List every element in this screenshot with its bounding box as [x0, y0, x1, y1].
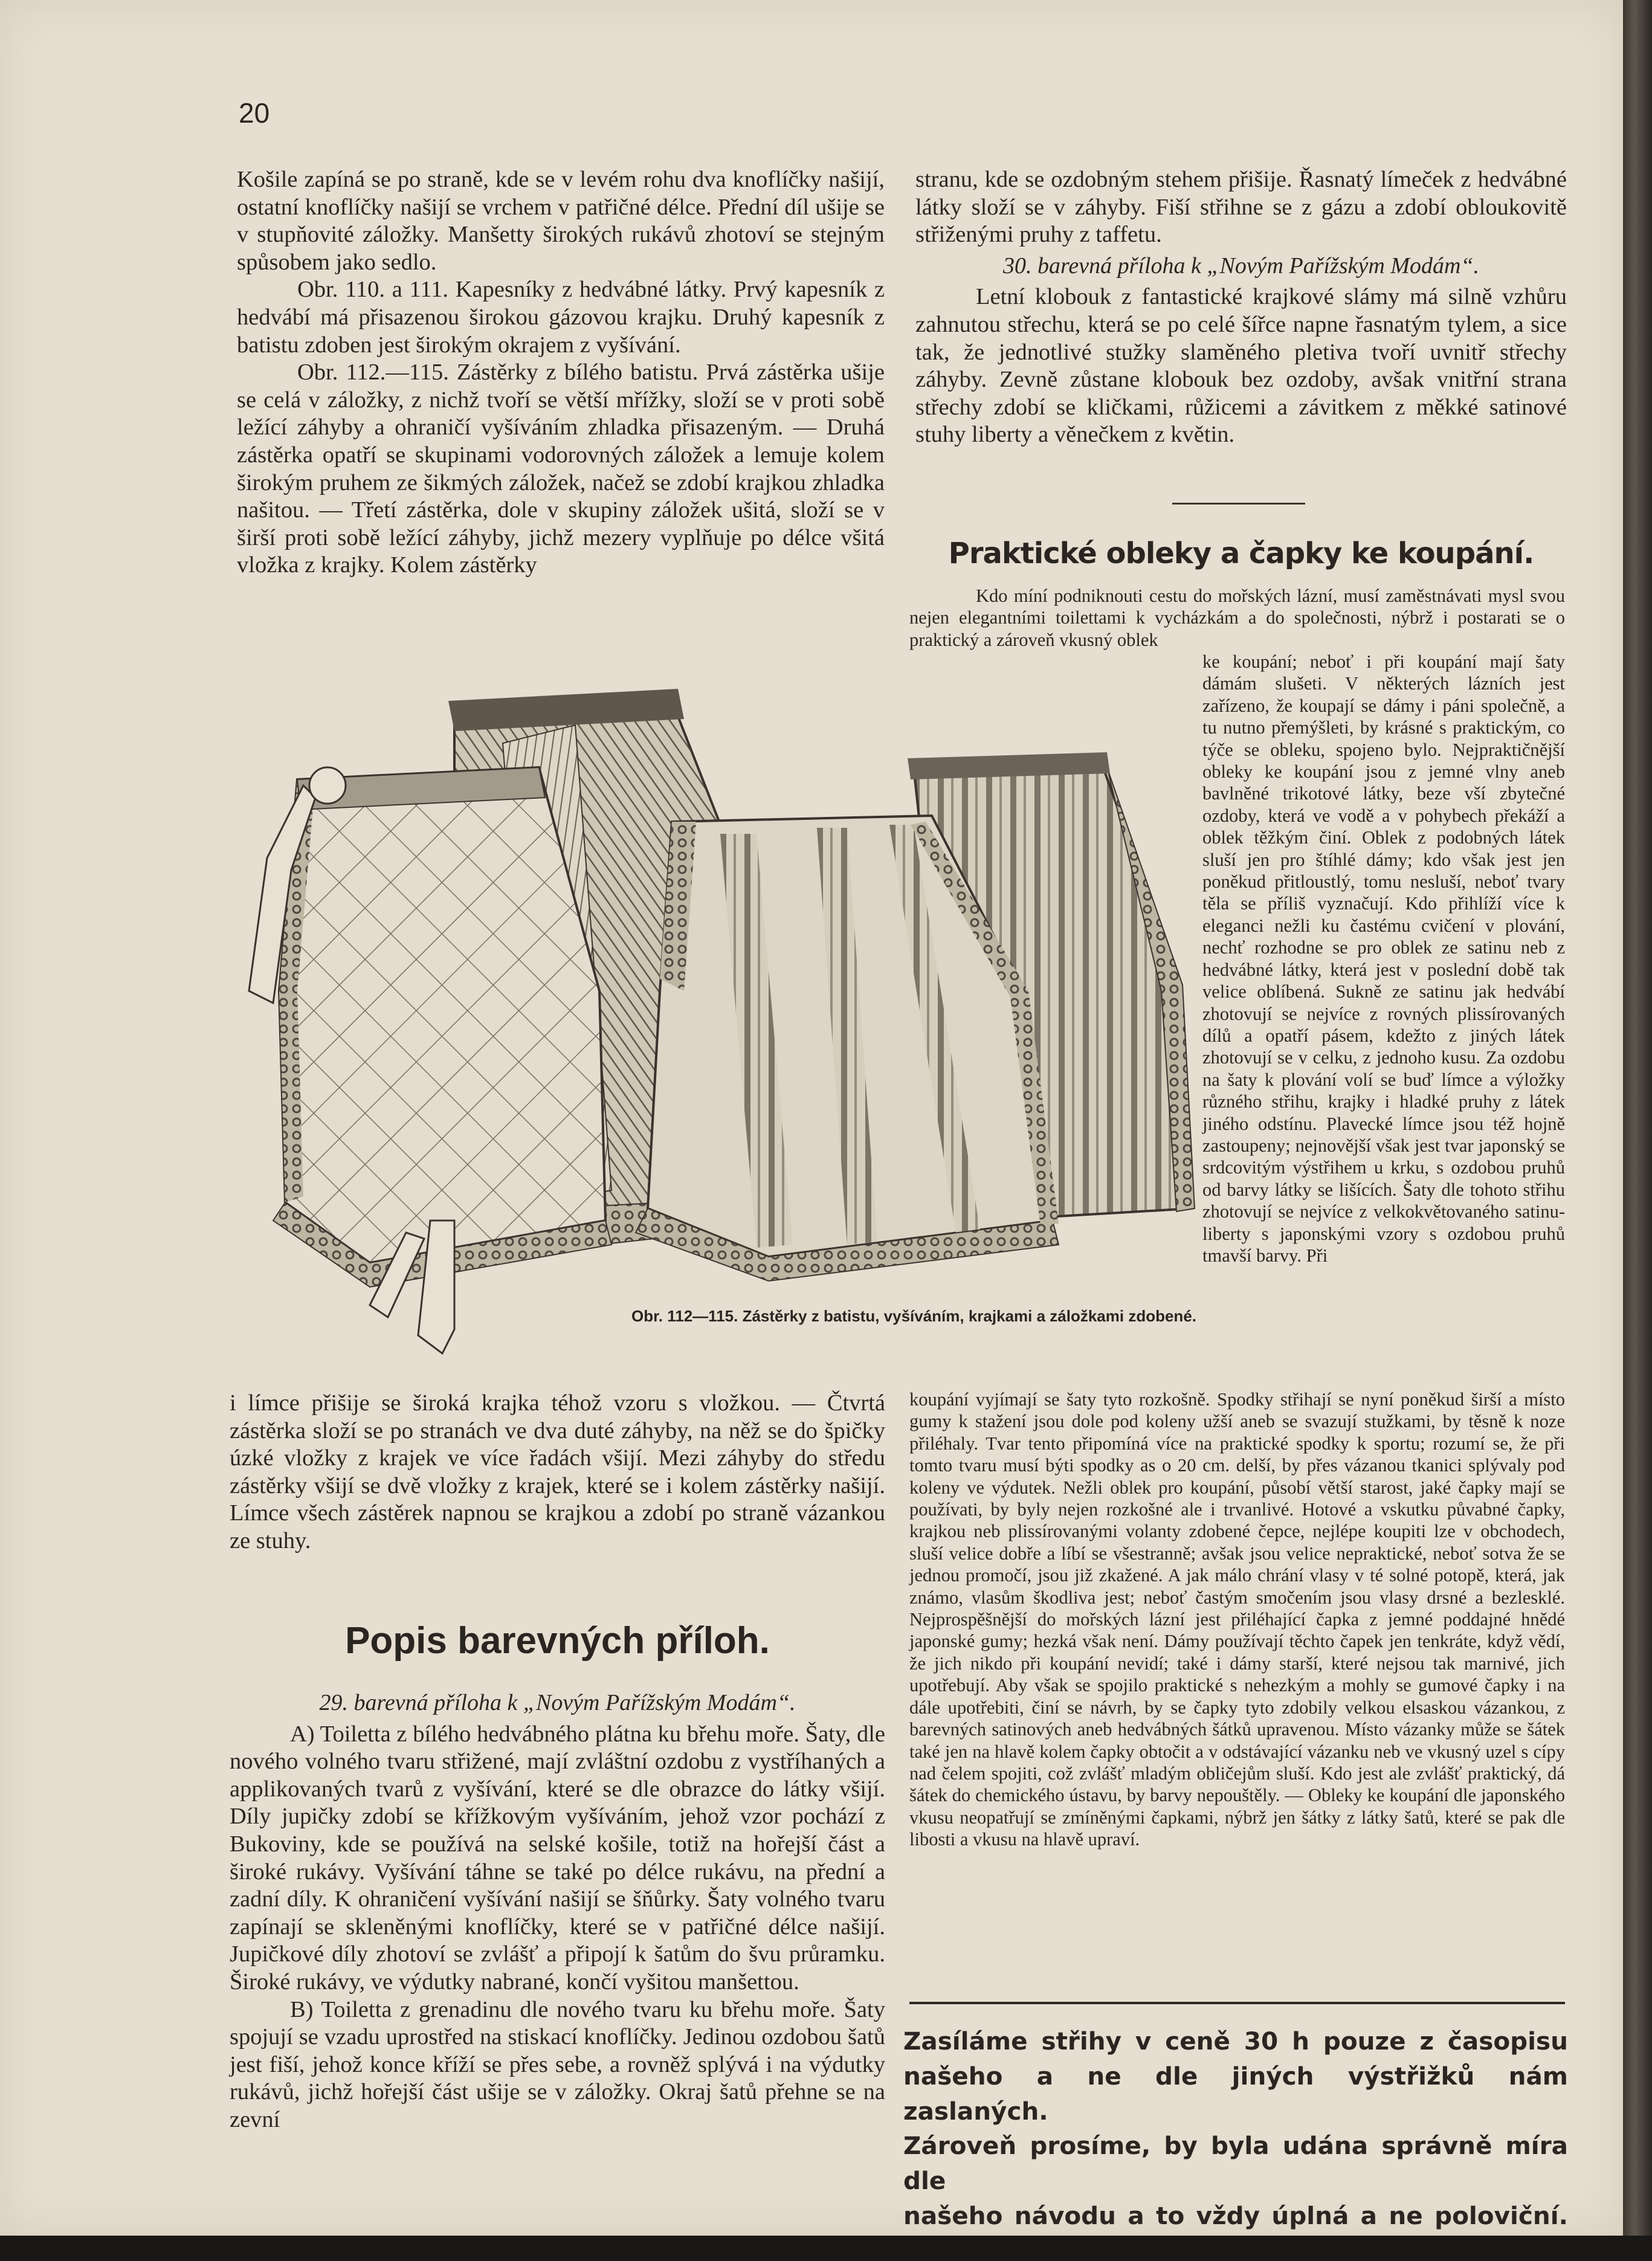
notice-divider	[909, 2002, 1565, 2004]
figure-caption: Obr. 112—115. Zástěrky z batistu, vyšíváním, krajkami a záložkami zdobené.	[631, 1307, 1196, 1325]
aprons-illustration	[237, 677, 1198, 1360]
paragraph-aprons-end: i límce přišije se široká krajka téhož vzoru s vložkou. — Čtvrtá zástěrka složí se po stranách ve dva duté záhyby, na něž se do špičky úzké vložky z krajek ve více řadách všijí. Mezi záhyby do středu zástěrky všijí se dvě vložky z krajek, které se i kolem zástěrky našijí. Límce všech zástěrek napnou se krajkou a zdobí po straně vázankou ze stuhy.	[230, 1390, 885, 1553]
paragraph-handkerchiefs: Obr. 110. a 111. Kapesníky z hedvábné látky. Prvý kapesník z hedvábí má přisazenou širokou gázovou krajku. Druhý kapesník z batistu zdoben jest širokým okrajem z vyšívání.	[237, 277, 885, 358]
plates-heading: Popis barevných příloh.	[345, 1620, 770, 1662]
bathing-intro	[909, 585, 1565, 651]
left-column-top	[237, 166, 885, 579]
plate-29-caption: 29. barevná příloha k „Novým Pařížským Modám“.	[319, 1690, 796, 1715]
paragraph-shirt: Košile zapíná se po straně, kde se v levém rohu dva knoflíčky našijí, ostatní knoflíčky našijí se vrchem v patřičné délce. Přední díl ušije se v stupňovité záložky. Manšetty širokých rukávů zhotoví se stejným spůsobem jako sedlo.	[237, 167, 885, 275]
bathing-full-width	[909, 1389, 1565, 1851]
page-number: 20	[239, 97, 270, 129]
notice-line-2: našeho a ne dle jiných výstřižků nám zaslaných.	[903, 2061, 1568, 2126]
right-column-top	[915, 166, 1567, 449]
paragraph-aprons: Obr. 112.—115. Zástěrky z bílého batistu. Prvá zástěrka ušije se celá v záložky, z nichž tvoří se větší mřížky, složí se v proti sobě ležící záhyby a ohraničí vyšíváním zhladka přisazeným. — Druhá zástěrka opatří se skupinami vodorovných záložek a lemuje kolem širokým pruhem ze šikmých záložek, načež se zdobí krajkou zhladka našitou. — Třetí zástěrka, dole v skupiny záložek ušitá, složí se v širší proti sobě ležící záhyby, jichž mezery vyplňuje po délce všitá vložka z krajky. Kolem zástěrky	[237, 360, 885, 578]
left-column-continuation	[230, 1390, 885, 1555]
book-spine-edge	[1623, 0, 1652, 2261]
bathing-heading: Praktické obleky a čapky ke koupání.	[948, 537, 1534, 570]
left-column-bottom	[230, 1686, 885, 2134]
paragraph-toilette-b: B) Toiletta z grenadinu dle nového tvaru ku břehu moře. Šaty spojují se vzadu uprostřed na stiskací knoflíčky. Jedinou ozdobou šatů jest fiší, jehož konce kříží se přes sebe, a rovněž splývá i na výdutky rukávů, jichž hořejší část ušije se v záložky. Okraj šatů přehne se na zevní	[230, 1996, 885, 2132]
bathing-intro-text: Kdo míní podniknouti cestu do mořských lázní, musí zaměstnávati mysl svou nejen elegantními toilettami k vycházkám a do společnosti, nýbrž i postarati se o praktický a zároveň vkusný oblek	[909, 585, 1565, 650]
section-divider	[1172, 503, 1305, 505]
patterns-notice	[903, 2024, 1568, 2234]
notice-line-4: našeho návodu a to vždy úplná a ne poloviční.	[903, 2201, 1568, 2230]
bathing-bottom-text: koupání vyjímají se šaty tyto rozkošně. Spodky střihají se nyní poněkud širší a místo gumy k stažení jsou dole pod koleny užší aneb se svazují stužkami, by těsně k noze přiléhaly. Tvar tento připomíná více na praktické spodky k sportu; rozumí se, že při tomto tvaru musí býti spodky as o 20 cm. delší, by přes vázanou tkanici splývaly pod koleny ve výdutek. Nežli oblek pro koupání, působí větší starost, jaké čapky mají se používati, by byly nejen rozkošné ale i trvanlivé. Hotové a vskutku půvabné čapky, krajkou neb plissírovanými volanty zdobené čepce, nejlépe koupiti lze v obchodech, sluší velice dobře a líbí se všestranně; avšak jsou velice nepraktické, neboť sotva že se jednou promočí, jsou již zkažené. A jak málo chrání vlasy v té solné potopě, která, jak známo, vlasům škodliva jest; neboť častým smočením jsou vlasy drsné a bezlesklé. Nejprospěšnější do mořských lázní jest přiléhající čapka z jemné poddajné hnědé japonské gumy; hezká však není. Dámy používají těchto čapek jen tenkráte, když vědí, že jich nikdo při koupání nevidí; také i dámy starší, které nejsou tak marnivé, jich upotřebují. Aby však se spojilo praktické s nehezkým a mohly se gumové čapky i na dále upotřebiti, činí se návrh, by se čapky tyto zdobily velkou elsaskou vázankou, z barevných satinových aneb hedvábných šátků upravenou. Místo vázanky může se šátek také jen na hlavě kolem čapky obtočit a v odstávající vázanku neb ve vkusný uzel s cípy nad čelem spojiti, což zvlášť mladým obličejům sluší. Kdo jest ale zvlášť praktický, dá šátek do chemického ústavu, by barvy nepouštěly. — Obleky ke koupání dle japonského vkusu neopatřují se zmíněnými čapkami, nýbrž jen šátky z látky šatů, které se pak dle libosti a vkusu na hlavě upraví.	[909, 1389, 1565, 1850]
notice-line-1: Zasíláme střihy v ceně 30 h pouze z časopisu	[903, 2027, 1568, 2056]
plate-30-caption: 30. barevná příloha k „Novým Pařížským Modám“.	[1002, 253, 1480, 279]
paragraph-collar: stranu, kde se ozdobným stehem přišije. Řasnatý límeček z hedvábné látky složí se v záhyby. Fiší střihne se z gázu a zdobí obloukovitě střiženými pruhy z taffetu.	[915, 167, 1567, 248]
notice-line-3: Zároveň prosíme, by byla udána správně míra dle	[903, 2131, 1568, 2196]
paragraph-toilette-a: A) Toiletta z bílého hedvábného plátna ku břehu moře. Šaty, dle nového volného tvaru střižené, mají zvláštní ozdobu z vystříhaných a applikovaných tvarů z vyšívání, které se dle obrazce do látky všijí. Díly jupičky zdobí se křížkovým vyšíváním, jehož vzor pochází z Bukoviny, kde se používá na selské košile, totiž na hořejší část a široké rukávy. Vyšívání táhne se také po délce rukávu, na přední a zadní díly. K ohraničení vyšívání našijí se šňůrky. Šaty volného tvaru zapínají se skleněnými knoflíčky, které se v patřičné délce našijí. Jupičkové díly zhotoví se zvlášť a připojí k šatům do švu průramku. Široké rukávy, ve výdutky nabrané, končí vyšitou manšettou.	[230, 1721, 885, 1995]
bathing-narrow-column	[1202, 651, 1565, 1266]
apron-one	[249, 767, 611, 1353]
scan-bottom-edge	[0, 2236, 1652, 2261]
bathing-column-text: ke koupání; neboť i při koupání mají šaty dámám slušeti. V některých lázních jest zařízeno, že koupají se dámy i páni společně, a tu nutno přemýšleti, by krásné s praktickým, co týče se obleku, spojeno bylo. Nejpraktičnější obleky ke koupání jsou z jemné vlny aneb bavlněné trikotové látky, beze vší zbytečné ozdoby, která ve vodě a v pohybech překáží a oblek těžkým činí. Oblek z podobných látek sluší jen pro štíhlé dámy; kdo však jest jen poněkud přitloustlý, tomu nesluší, neboť tvary těla se příliš vyznačují. Kdo přihlíží více k eleganci nežli ku častému cvičení v plování, nechť rozhodne se pro oblek ze satinu neb z hedvábné látky, která jest v poslední době tak velice oblíbená. Sukně ze satinu jak hedvábí zhotovují se nejvíce z rovných plissírovaných dílů a opatří pásem, kdežto z jiných látek zhotovují se v celku, z jednoho kusu. Za ozdobu na šaty k plování volí se buď límce a výložky různého střihu, krajky i hladké pruhy z látek jiného odstínu. Plavecké límce jsou též hojně zastoupeny; nejnovější však jest tvar japonský se srdcovitým výstřihem u krku, s ozdobou pruhů od barvy látky se lišících. Šaty dle tohoto střihu zhotovují se nejvíce z velkokvětovaného satinu-liberty s japonskými vzory s ozdobou pruhů tmavší barvy. Při	[1202, 651, 1565, 1266]
paragraph-hat: Letní klobouk z fantastické krajkové slámy má silně vzhůru zahnutou střechu, která se po celé šířce napne řasnatým tylem, a sice tak, že jednotlivé stužky slaměného pletiva tvoří uvnitř střechy záhyby. Zevně zůstane klobouk bez ozdoby, avšak vnitřní strana střechy zdobí se kličkami, růžicemi a závitkem z měkké satinové stuhy liberty a věnečkem z květin.	[915, 284, 1567, 448]
